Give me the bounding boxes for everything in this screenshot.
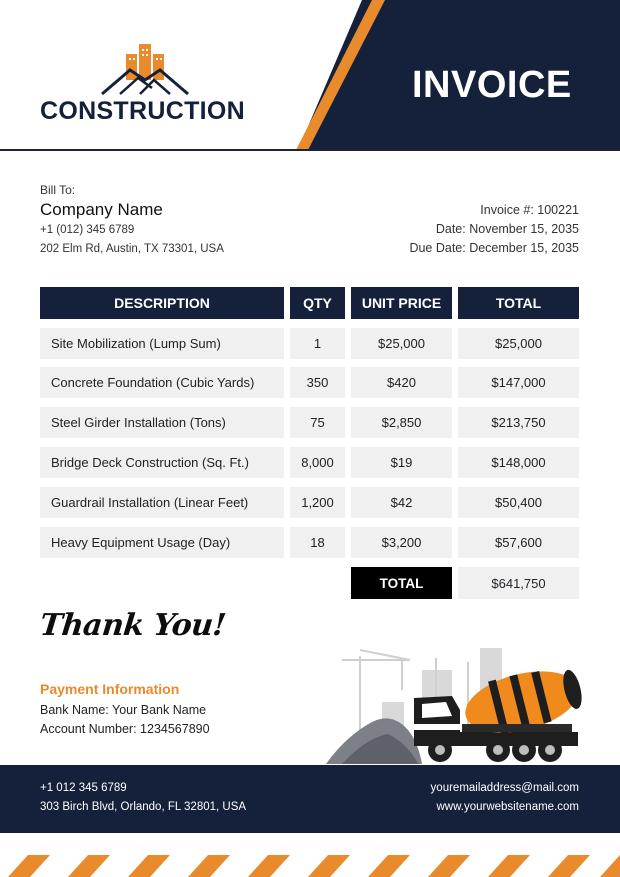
invoice-date: Date: November 15, 2035 xyxy=(435,222,579,236)
row-total: $57,600 xyxy=(458,527,579,558)
bill-to-label: Bill To: xyxy=(40,183,76,197)
column-header-description: DESCRIPTION xyxy=(40,287,284,319)
footer-website: www.yourwebsitename.com xyxy=(436,801,579,813)
bill-to-address: 202 Elm Rd, Austin, TX 73301, USA xyxy=(40,243,224,255)
footer-address: 303 Birch Blvd, Orlando, FL 32801, USA xyxy=(40,801,247,813)
thank-you-text: Thank You! xyxy=(38,608,228,643)
bill-to-phone: +1 (012) 345 6789 xyxy=(40,224,135,236)
grand-total-value: $641,750 xyxy=(458,567,579,599)
row-description: Concrete Foundation (Cubic Yards) xyxy=(40,367,284,398)
row-unit-price: $3,200 xyxy=(351,527,452,558)
row-description: Guardrail Installation (Linear Feet) xyxy=(40,487,284,518)
row-description: Bridge Deck Construction (Sq. Ft.) xyxy=(40,447,284,478)
column-header-total: TOTAL xyxy=(458,287,579,319)
payment-bank-name: Bank Name: Your Bank Name xyxy=(40,703,207,717)
footer-bar xyxy=(0,765,620,833)
grand-total-label: TOTAL xyxy=(351,567,452,599)
column-header-unit-price: UNIT PRICE xyxy=(351,287,452,319)
row-qty: 1,200 xyxy=(290,487,345,518)
brand-name: CONSTRUCTION xyxy=(40,97,245,125)
row-unit-price: $2,850 xyxy=(351,407,452,438)
payment-info-title: Payment Information xyxy=(40,681,180,697)
row-qty: 350 xyxy=(290,367,345,398)
row-description: Site Mobilization (Lump Sum) xyxy=(40,328,284,359)
footer-email: youremailaddress@mail.com xyxy=(430,782,579,794)
row-qty: 8,000 xyxy=(290,447,345,478)
row-unit-price: $19 xyxy=(351,447,452,478)
row-qty: 1 xyxy=(290,328,345,359)
row-qty: 18 xyxy=(290,527,345,558)
column-header-qty: QTY xyxy=(290,287,345,319)
document-title: INVOICE xyxy=(412,64,572,106)
row-unit-price: $42 xyxy=(351,487,452,518)
row-unit-price: $25,000 xyxy=(351,328,452,359)
buildings-logo-icon xyxy=(100,40,190,96)
row-total: $147,000 xyxy=(458,367,579,398)
invoice-due-date: Due Date: December 15, 2035 xyxy=(409,241,579,255)
row-unit-price: $420 xyxy=(351,367,452,398)
footer-phone: +1 012 345 6789 xyxy=(40,782,127,794)
hazard-stripes xyxy=(0,855,620,877)
header-divider xyxy=(0,149,620,151)
row-total: $25,000 xyxy=(458,328,579,359)
row-description: Steel Girder Installation (Tons) xyxy=(40,407,284,438)
row-total: $213,750 xyxy=(458,407,579,438)
row-description: Heavy Equipment Usage (Day) xyxy=(40,527,284,558)
row-qty: 75 xyxy=(290,407,345,438)
cement-mixer-truck-icon xyxy=(322,640,584,766)
payment-account-number: Account Number: 1234567890 xyxy=(40,722,210,736)
bill-to-company: Company Name xyxy=(40,200,163,219)
row-total: $50,400 xyxy=(458,487,579,518)
invoice-number: Invoice #: 100221 xyxy=(480,203,579,217)
row-total: $148,000 xyxy=(458,447,579,478)
